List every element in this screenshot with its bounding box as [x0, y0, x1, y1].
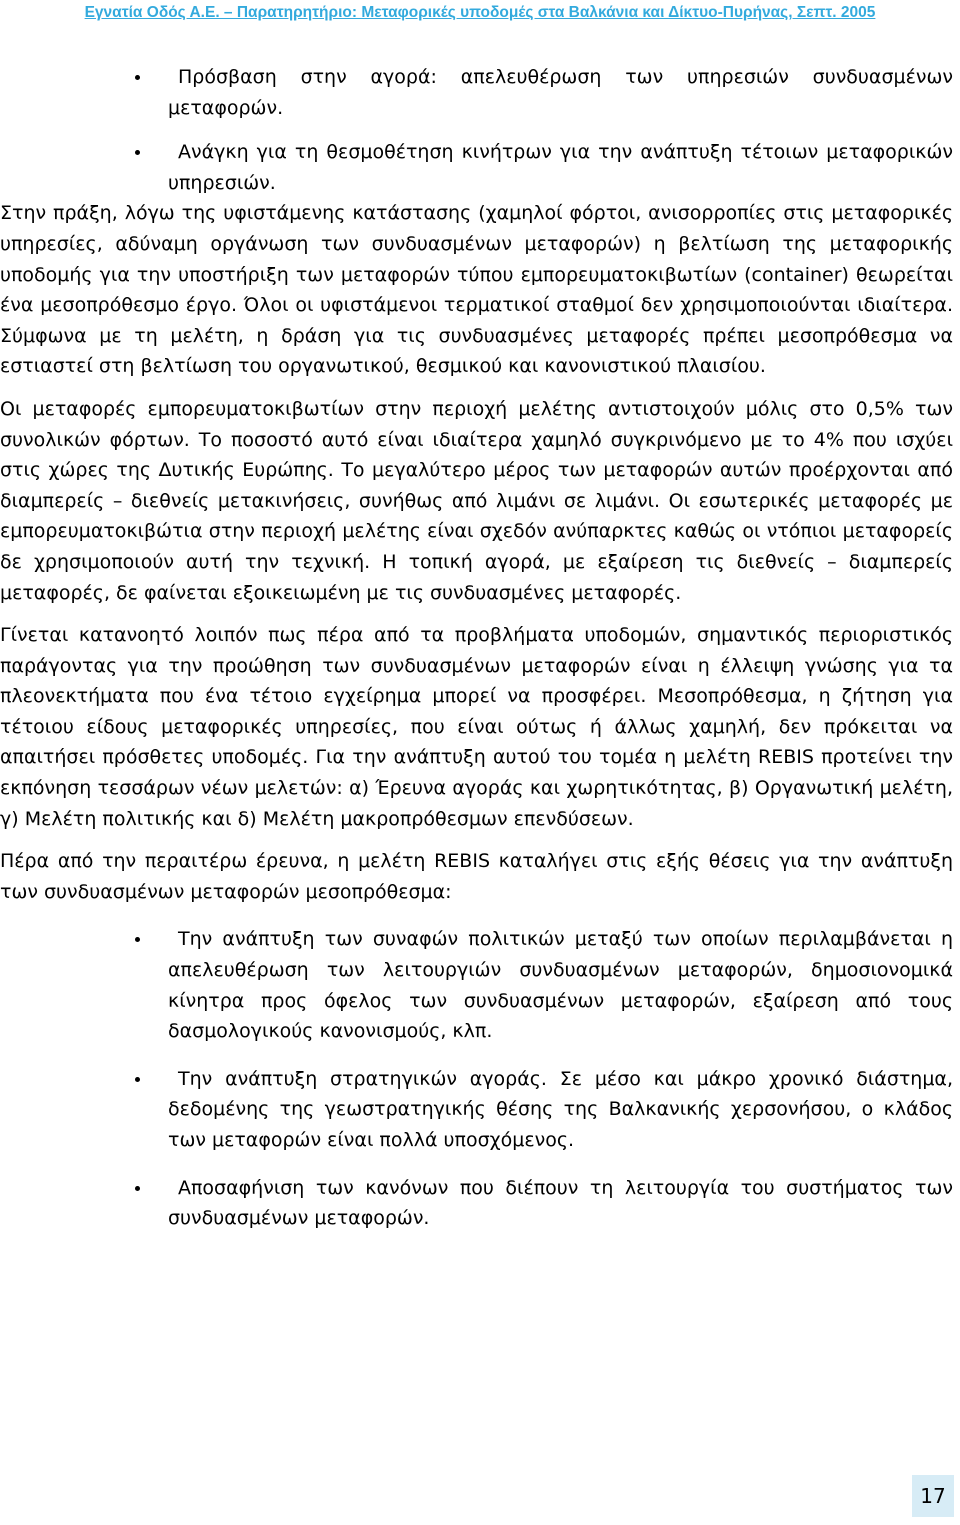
- paragraph-rebis-positions: Πέρα από την περαιτέρω έρευνα, η μελέτη REBIS καταλήγει στις εξής θέσεις για την ανάπτυξη των συνδυασμένων μεταφορών μεσοπρόθεσμα:: [0, 850, 953, 903]
- document-body: [0, 62, 953, 1251]
- bullet-icon: [135, 1186, 140, 1191]
- bullet-icon: [135, 1077, 140, 1082]
- list-item-text: Αποσαφήνιση των κανόνων που διέπουν τη λειτουργία του συστήματος των συνδυασμένων μεταφορών.: [168, 1176, 953, 1230]
- bullet-list-top: [0, 62, 953, 198]
- bullet-icon: [135, 75, 140, 80]
- page-number: 17: [912, 1475, 954, 1517]
- paragraph-knowledge-gap: Γίνεται κατανοητό λοιπόν πως πέρα από τα προβλήματα υποδομών, σημαντικός περιοριστικός παράγοντας για την προώθηση των συνδυασμένων μεταφορών είναι η έλλειψη γνώσης για τα πλεονεκτήματα που ένα τέτοιο εγχείρημα μπορεί να προσφέρει. Μεσοπρόθεσμα, η ζήτηση για τέτοιου είδους μεταφορικές υπηρεσίες, που είναι ούτως ή άλλως χαμηλή, δεν πρόκειται να απαιτήσει πρόσθετες υποδομές. Για την ανάπτυξη αυτού του τομέα η μελέτη REBIS προτείνει την εκπόνηση τεσσάρων νέων μελετών: α) Έρευνα αγοράς και χωρητικότητας, β) Οργανωτική μελέτη, γ) Μελέτη πολιτικής και δ) Μελέτη μακροπρόθεσμων επενδύσεων.: [0, 624, 953, 830]
- bullet-list-bottom: [0, 924, 953, 1233]
- list-item: [0, 1064, 953, 1156]
- list-item-text: Την ανάπτυξη στρατηγικών αγοράς. Σε μέσο και μάκρο χρονικό διάστημα, δεδομένης της γεωστρατηγικής θέσης της Βαλκανικής χερσονήσου, ο κλάδος των μεταφορών είναι πολλά υποσχόμενος.: [168, 1067, 953, 1151]
- list-item-text: Ανάγκη για τη θεσμοθέτηση κινήτρων για την ανάπτυξη τέτοιων μεταφορικών υπηρεσιών.: [168, 141, 953, 194]
- list-item: [0, 62, 953, 123]
- running-header[interactable]: Εγνατία Οδός Α.Ε. – Παρατηρητήριο: Μεταφορικές υποδομές στα Βαλκάνια και Δίκτυο-Πυρήνας, Σεπτ. 2005: [84, 4, 876, 21]
- list-item: [0, 137, 953, 198]
- list-item: [0, 924, 953, 1046]
- bullet-icon: [135, 150, 140, 155]
- paragraph-container-share: Οι μεταφορές εμπορευματοκιβωτίων στην περιοχή μελέτης αντιστοιχούν μόλις στο 0,5% των συνολικών φόρτων. Το ποσοστό αυτό είναι ιδιαίτερα χαμηλό συγκρινόμενο με το 4% που ισχύει στις χώρες της Δυτικής Ευρώπης. Το μεγαλύτερο μέρος των μεταφορών αυτών προέρχονται από διαμπερείς – διεθνείς μετακινήσεις, συνήθως από λιμάνι σε λιμάνι. Οι εσωτερικές μεταφορές με εμπορευματοκιβώτια στην περιοχή μελέτης είναι σχεδόν ανύπαρκτες καθώς οι ντόπιοι μεταφορείς δε χρησιμοποιούν αυτή την τεχνική. Η τοπική αγορά, με εξαίρεση τις διεθνείς – διαμπερείς μεταφορές, δε φαίνεται εξοικειωμένη με τις συνδυασμένες μεταφορές.: [0, 397, 953, 604]
- paragraph-practice: Στην πράξη, λόγω της υφιστάμενης κατάστασης (χαμηλοί φόρτοι, ανισορροπίες στις μεταφορικές υπηρεσίες, αδύναμη οργάνωση των συνδυασμένων μεταφορών) η βελτίωση της μεταφορικής υποδομής για την υποστήριξη των μεταφορών τύπου εμπορευματοκιβωτίων (container) θεωρείται ένα μεσοπρόθεσμο έργο. Όλοι οι υφιστάμενοι τερματικοί σταθμοί δεν χρησιμοποιούνται ιδιαίτερα. Σύμφωνα με τη μελέτη, η δράση για τις συνδυασμένες μεταφορές πρέπει μεσοπρόθεσμα να εστιαστεί στη βελτίωση του οργανωτικού, θεσμικού και κανονιστικού πλαισίου.: [0, 202, 953, 378]
- list-item-text: Πρόσβαση στην αγορά: απελευθέρωση των υπηρεσιών συνδυασμένων μεταφορών.: [168, 66, 953, 119]
- bullet-icon: [135, 937, 140, 942]
- list-item-text: Την ανάπτυξη των συναφών πολιτικών μεταξύ των οποίων περιλαμβάνεται η απελευθέρωση των λειτουργιών συνδυασμένων μεταφορών, δημοσιονομικά κίνητρα προς όφελος των συνδυασμένων μεταφορών, εξαίρεση από τους δασμολογικούς κανονισμούς, κλπ.: [168, 928, 953, 1043]
- list-item: [0, 1173, 953, 1234]
